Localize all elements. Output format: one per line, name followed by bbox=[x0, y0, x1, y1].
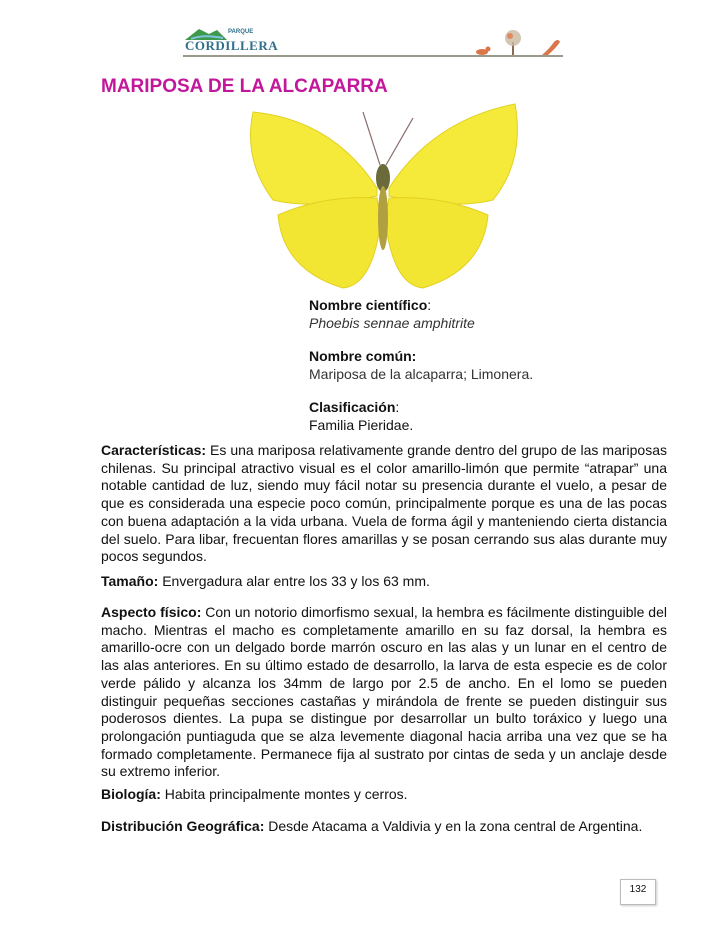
size-paragraph bbox=[101, 573, 667, 591]
logo-subtitle: PARQUE bbox=[228, 29, 254, 35]
fox-tree-bird-decoration-icon bbox=[470, 28, 570, 58]
scientific-name-label: Nombre científico bbox=[309, 297, 428, 313]
logo-title: CORDILLERA bbox=[185, 38, 279, 53]
common-name-value: Mariposa de la alcaparra; Limonera. bbox=[309, 365, 534, 382]
appearance-paragraph bbox=[101, 604, 667, 781]
classification-label: Clasificación bbox=[309, 399, 396, 415]
classification-value: Familia Pieridae. bbox=[309, 416, 414, 433]
common-name-label: Nombre común: bbox=[309, 348, 417, 364]
characteristics-paragraph bbox=[101, 442, 667, 566]
butterfly-image bbox=[243, 100, 523, 295]
section-text: Desde Atacama a Valdivia y en la zona central de Argentina. bbox=[264, 818, 643, 834]
section-label: Características: bbox=[101, 442, 207, 458]
section-label: Tamaño: bbox=[101, 573, 159, 589]
biology-paragraph bbox=[101, 786, 667, 804]
scientific-name-value: Phoebis sennae amphitrite bbox=[309, 314, 475, 331]
section-text: Es una mariposa relativamente grande dentro del grupo de las mariposas chilenas. Su principal atractivo visual es el color amarillo-limón que permite “atrapar” una notable cantidad de luz, siendo muy fácil notar su presencia durante el vuelo, a pesar de que es considerada una especie poco común, principalmente porque es una de las pocas con buena adaptación a la vida urbana. Vuela de forma ágil y manteniendo cierta distancia del suelo. Para libar, frecuentan flores amarillas y se posan cerrando sus alas durante muy pocos segundos. bbox=[101, 442, 667, 565]
distribution-paragraph bbox=[101, 818, 667, 836]
species-info bbox=[309, 297, 649, 434]
section-text: Envergadura alar entre los 33 y los 63 mm. bbox=[158, 573, 430, 589]
page-number: 132 bbox=[620, 879, 656, 905]
label-colon: : bbox=[427, 297, 432, 313]
section-label: Distribución Geográfica: bbox=[101, 818, 265, 834]
page-title: MARIPOSA DE LA ALCAPARRA bbox=[101, 76, 388, 97]
section-label: Biología: bbox=[101, 786, 161, 802]
label-colon: : bbox=[395, 399, 400, 415]
section-label: Aspecto físico: bbox=[101, 604, 202, 620]
section-text: Con un notorio dimorfismo sexual, la hembra es fácilmente distinguible del macho. Mientras el macho es completamente amarillo en su faz dorsal, la hembra es amarillo-ocre con un delgado borde marrón oscuro en las alas y un lunar en el centro de las alas anteriores. En su último estado de desarrollo, la larva de esta especie es de color verde pálido y alcanza los 34mm de largo por 2.5 de ancho. En el lomo se pueden distinguir pequeñas secciones castañas y mirándola de frente se pueden distinguir sus poderosos dientes. La pupa se distingue por desarrollar un bulto toráxico y luego una prolongación puntiaguda que se alza levemente diagonal hacia arriba una vez que se ha formado completamente. Permanece fija al sustrato por cintas de seda y un anclaje desde su extremo inferior. bbox=[101, 604, 667, 780]
section-text: Habita principalmente montes y cerros. bbox=[160, 786, 408, 802]
